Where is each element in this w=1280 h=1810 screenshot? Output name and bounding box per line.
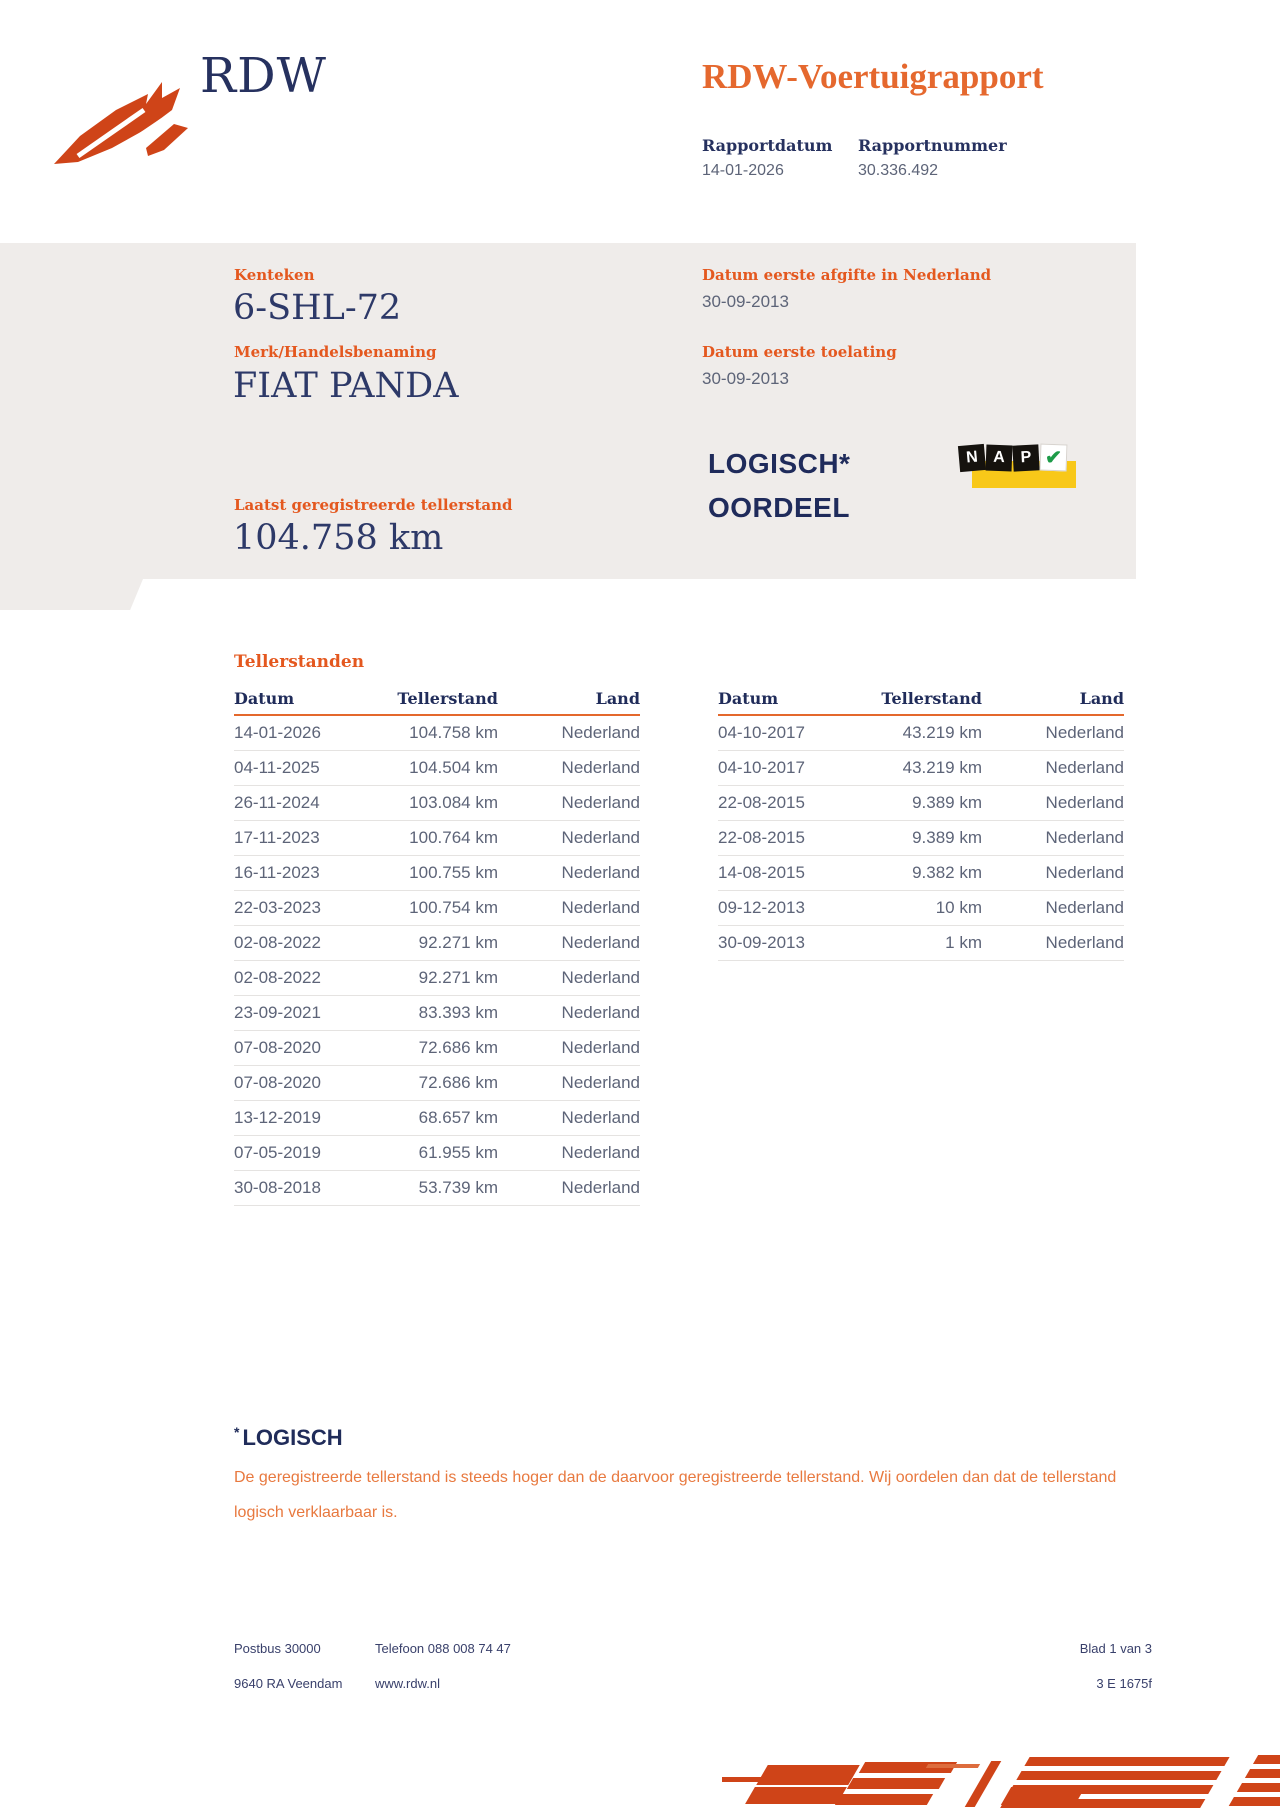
laatste-tellerstand-label: Laatst geregistreerde tellerstand	[234, 496, 513, 514]
nap-logo	[959, 443, 1079, 491]
laatste-tellerstand-value: 104.758 km	[233, 518, 444, 558]
col-header-land: Land	[982, 676, 1124, 715]
table-row	[718, 821, 1124, 856]
table-row	[234, 786, 640, 821]
footer-phone: Telefoon 088 008 74 47	[375, 1641, 511, 1656]
footer-address-line1: Postbus 30000	[234, 1641, 321, 1656]
afgifte-label: Datum eerste afgifte in Nederland	[702, 266, 992, 284]
table-row	[234, 1101, 640, 1136]
cell-date: 04-11-2025	[234, 751, 396, 786]
table-row	[234, 961, 640, 996]
cell-value: 61.955 km	[396, 1136, 498, 1171]
merk-label: Merk/Handelsbenaming	[234, 343, 437, 361]
cell-date: 02-08-2022	[234, 961, 396, 996]
page-title: RDW-Voertuigrapport	[702, 57, 1044, 96]
cell-value: 92.271 km	[396, 961, 498, 996]
cell-value: 9.389 km	[880, 786, 982, 821]
table-row	[234, 1136, 640, 1171]
cell-date: 07-05-2019	[234, 1136, 396, 1171]
art-bar	[1001, 1787, 1085, 1805]
cell-date: 16-11-2023	[234, 856, 396, 891]
cell-land: Nederland	[498, 1031, 640, 1066]
cell-value: 100.755 km	[396, 856, 498, 891]
cell-date: 07-08-2020	[234, 1031, 396, 1066]
cell-land: Nederland	[498, 891, 640, 926]
cell-land: Nederland	[498, 786, 640, 821]
rdw-speedlines-artwork	[0, 1745, 1280, 1810]
cell-land: Nederland	[498, 926, 640, 961]
toelating-value: 30-09-2013	[702, 369, 789, 388]
cell-date: 17-11-2023	[234, 821, 396, 856]
cell-date: 04-10-2017	[718, 715, 880, 751]
cell-land: Nederland	[498, 1101, 640, 1136]
cell-land: Nederland	[982, 926, 1124, 961]
cell-date: 09-12-2013	[718, 891, 880, 926]
col-header-tellerstand: Tellerstand	[880, 676, 982, 715]
cell-land: Nederland	[498, 1171, 640, 1206]
cell-value: 72.686 km	[396, 1066, 498, 1101]
table-row	[718, 856, 1124, 891]
report-date-value: 14-01-2026	[702, 162, 784, 179]
cell-value: 1 km	[880, 926, 982, 961]
cell-land: Nederland	[982, 715, 1124, 751]
kenteken-value: 6-SHL-72	[233, 288, 402, 328]
cell-land: Nederland	[498, 961, 640, 996]
logisch-footnote-title	[234, 1424, 343, 1451]
footer-form-code: 3 E 1675f	[1096, 1676, 1152, 1691]
cell-value: 103.084 km	[396, 786, 498, 821]
cell-date: 30-09-2013	[718, 926, 880, 961]
table-row	[234, 926, 640, 961]
art-bar	[847, 1778, 945, 1789]
cell-date: 22-03-2023	[234, 891, 396, 926]
nap-letter-n: N	[958, 444, 986, 472]
oordeel-line1: LOGISCH*	[708, 448, 851, 479]
report-number-label: Rapportnummer	[858, 136, 1007, 155]
footer-website-link[interactable]: www.rdw.nl	[375, 1676, 441, 1691]
table-row	[234, 891, 640, 926]
toelating-label: Datum eerste toelating	[702, 343, 897, 361]
cell-value: 9.389 km	[880, 821, 982, 856]
cell-date: 07-08-2020	[234, 1066, 396, 1101]
report-number-value: 30.336.492	[858, 162, 939, 179]
tellerstanden-table-right	[718, 676, 1124, 961]
table-row	[718, 926, 1124, 961]
cell-value: 68.657 km	[396, 1101, 498, 1136]
cell-land: Nederland	[498, 751, 640, 786]
nap-checkmark-icon: ✔	[1040, 444, 1068, 472]
vehicle-summary-banner	[0, 243, 1136, 579]
table-row	[234, 996, 640, 1031]
cell-value: 104.758 km	[396, 715, 498, 751]
cell-value: 83.393 km	[396, 996, 498, 1031]
cell-land: Nederland	[982, 891, 1124, 926]
cell-value: 10 km	[880, 891, 982, 926]
cell-date: 14-08-2015	[718, 856, 880, 891]
cell-land: Nederland	[982, 751, 1124, 786]
cell-land: Nederland	[498, 1066, 640, 1101]
table-row	[718, 715, 1124, 751]
cell-land: Nederland	[498, 715, 640, 751]
cell-value: 92.271 km	[396, 926, 498, 961]
cell-date: 13-12-2019	[234, 1101, 396, 1136]
art-bar	[756, 1765, 860, 1785]
report-date-label: Rapportdatum	[702, 136, 833, 155]
tellerstanden-table-left	[234, 676, 640, 1206]
cell-date: 04-10-2017	[718, 751, 880, 786]
footer-page-number: Blad 1 van 3	[1079, 1641, 1152, 1656]
tellerstanden-heading: Tellerstanden	[234, 652, 365, 672]
table-row	[718, 751, 1124, 786]
table-row	[234, 1171, 640, 1206]
cell-date: 23-09-2021	[234, 996, 396, 1031]
cell-date: 22-08-2015	[718, 821, 880, 856]
cell-value: 72.686 km	[396, 1031, 498, 1066]
cell-date: 30-08-2018	[234, 1171, 396, 1206]
cell-land: Nederland	[982, 821, 1124, 856]
cell-value: 100.754 km	[396, 891, 498, 926]
col-header-tellerstand: Tellerstand	[396, 676, 498, 715]
rdw-logo-text: RDW	[200, 48, 327, 104]
merk-value: FIAT PANDA	[233, 366, 459, 406]
cell-date: 26-11-2024	[234, 786, 396, 821]
footnote-title-text: LOGISCH	[242, 1425, 343, 1450]
table-row	[234, 856, 640, 891]
art-striped-block	[1226, 1755, 1280, 1810]
cell-value: 9.382 km	[880, 856, 982, 891]
cell-land: Nederland	[498, 1136, 640, 1171]
nap-letter-a: A	[986, 445, 1013, 472]
table-row	[234, 821, 640, 856]
table-row	[234, 751, 640, 786]
rdw-wing-logo-icon	[50, 70, 190, 170]
cell-land: Nederland	[982, 786, 1124, 821]
cell-date: 14-01-2026	[234, 715, 396, 751]
cell-land: Nederland	[498, 821, 640, 856]
nap-letter-p: P	[1012, 444, 1039, 471]
table-row	[234, 1031, 640, 1066]
cell-value: 43.219 km	[880, 715, 982, 751]
banner-fold-tab	[0, 579, 143, 610]
col-header-datum: Datum	[234, 676, 396, 715]
afgifte-value: 30-09-2013	[702, 292, 789, 311]
cell-land: Nederland	[498, 856, 640, 891]
col-header-land: Land	[498, 676, 640, 715]
logisch-footnote-text: De geregistreerde tellerstand is steeds hoger dan de daarvoor geregistreerde tellerstand. Wij oordelen dan dat de tellerstand logisch verklaarbaar is.	[234, 1469, 1117, 1521]
art-bar	[745, 1787, 847, 1804]
cell-value: 100.764 km	[396, 821, 498, 856]
table-row	[718, 891, 1124, 926]
art-bar	[835, 1794, 933, 1805]
cell-value: 43.219 km	[880, 751, 982, 786]
oordeel-line2: OORDEEL	[708, 492, 850, 523]
cell-value: 53.739 km	[396, 1171, 498, 1206]
footer-address-line2: 9640 RA Veendam	[234, 1676, 343, 1691]
col-header-datum: Datum	[718, 676, 880, 715]
footnote-asterisk: *	[234, 1424, 240, 1440]
cell-land: Nederland	[498, 996, 640, 1031]
cell-land: Nederland	[982, 856, 1124, 891]
table-header-row	[234, 676, 640, 715]
kenteken-label: Kenteken	[234, 266, 315, 284]
art-stripe	[926, 1764, 980, 1768]
table-header-row	[718, 676, 1124, 715]
table-row	[234, 1066, 640, 1101]
cell-value: 104.504 km	[396, 751, 498, 786]
cell-date: 02-08-2022	[234, 926, 396, 961]
cell-date: 22-08-2015	[718, 786, 880, 821]
table-row	[718, 786, 1124, 821]
table-row	[234, 715, 640, 751]
